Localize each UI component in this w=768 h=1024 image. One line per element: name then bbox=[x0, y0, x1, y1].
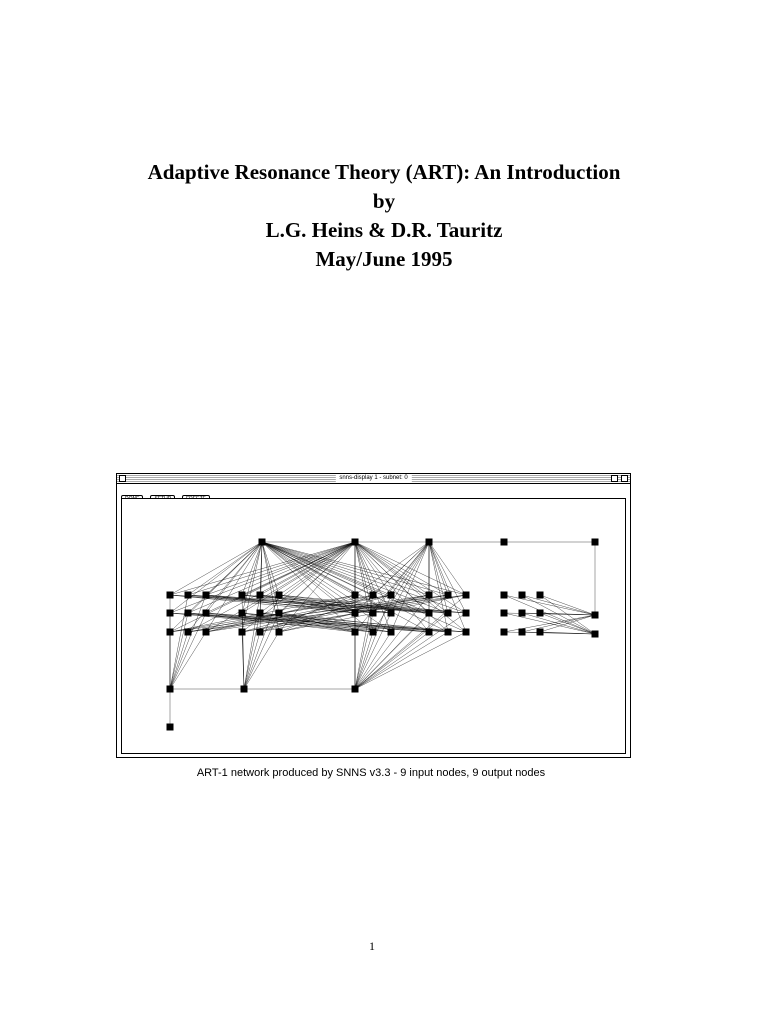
window-titlebar[interactable] bbox=[117, 474, 630, 484]
title-line: Adaptive Resonance Theory (ART): An Introduction bbox=[147, 160, 621, 184]
unit-node[interactable] bbox=[388, 610, 395, 617]
connection-line bbox=[355, 542, 448, 613]
unit-node[interactable] bbox=[239, 592, 246, 599]
unit-node[interactable] bbox=[203, 629, 210, 636]
date: May/June 1995 bbox=[315, 247, 453, 271]
unit-node[interactable] bbox=[167, 629, 174, 636]
connection-line bbox=[504, 615, 595, 632]
unit-node[interactable] bbox=[501, 610, 508, 617]
bottom-node[interactable] bbox=[241, 686, 248, 693]
connection-line bbox=[262, 542, 466, 613]
connection-line bbox=[540, 595, 595, 615]
unit-node[interactable] bbox=[352, 592, 359, 599]
connection-line bbox=[244, 613, 279, 689]
unit-node[interactable] bbox=[185, 629, 192, 636]
unit-node[interactable] bbox=[257, 610, 264, 617]
connection-line bbox=[429, 542, 448, 613]
unit-node[interactable] bbox=[257, 629, 264, 636]
connection-line bbox=[170, 542, 262, 613]
unit-node[interactable] bbox=[537, 629, 544, 636]
unit-node[interactable] bbox=[501, 629, 508, 636]
connection-line bbox=[206, 542, 262, 613]
document-title bbox=[0, 158, 768, 274]
unit-node[interactable] bbox=[426, 610, 433, 617]
unit-node[interactable] bbox=[370, 629, 377, 636]
connection-line bbox=[244, 595, 279, 689]
top-node[interactable] bbox=[592, 539, 599, 546]
unit-node[interactable] bbox=[537, 610, 544, 617]
unit-node[interactable] bbox=[257, 592, 264, 599]
unit-node[interactable] bbox=[239, 610, 246, 617]
minimize-icon[interactable] bbox=[611, 475, 618, 482]
unit-node[interactable] bbox=[276, 629, 283, 636]
connection-line bbox=[355, 632, 466, 689]
snns-display-window bbox=[116, 473, 631, 758]
connection-line bbox=[170, 613, 206, 689]
unit-node[interactable] bbox=[167, 592, 174, 599]
connection-line bbox=[429, 542, 466, 613]
unit-node[interactable] bbox=[501, 592, 508, 599]
authors: L.G. Heins & D.R. Tauritz bbox=[265, 218, 503, 242]
unit-node[interactable] bbox=[276, 610, 283, 617]
unit-node[interactable] bbox=[519, 592, 526, 599]
top-node[interactable] bbox=[352, 539, 359, 546]
network-canvas bbox=[121, 498, 626, 754]
window-title: snns-display 1 - subnet: 0 bbox=[335, 474, 411, 483]
connection-line bbox=[355, 632, 373, 689]
page-number: 1 bbox=[369, 939, 375, 953]
unit-node[interactable] bbox=[352, 629, 359, 636]
connection-line bbox=[522, 595, 595, 615]
byline-by: by bbox=[372, 189, 396, 213]
connection-line bbox=[355, 613, 448, 689]
connection-line bbox=[170, 595, 206, 689]
unit-node[interactable] bbox=[463, 610, 470, 617]
bottom-node[interactable] bbox=[167, 724, 174, 731]
connection-line bbox=[170, 613, 188, 689]
unit-node[interactable] bbox=[203, 610, 210, 617]
maximize-icon[interactable] bbox=[621, 475, 628, 482]
unit-node[interactable] bbox=[388, 592, 395, 599]
unit-node[interactable] bbox=[519, 629, 526, 636]
connection-line bbox=[170, 632, 188, 689]
unit-node[interactable] bbox=[185, 592, 192, 599]
right-node[interactable] bbox=[592, 631, 599, 638]
unit-node[interactable] bbox=[426, 592, 433, 599]
unit-node[interactable] bbox=[276, 592, 283, 599]
unit-node[interactable] bbox=[445, 610, 452, 617]
top-node[interactable] bbox=[501, 539, 508, 546]
connection-line bbox=[355, 542, 391, 613]
connection-line bbox=[188, 542, 355, 613]
top-node[interactable] bbox=[426, 539, 433, 546]
connection-line bbox=[279, 613, 448, 632]
bottom-node[interactable] bbox=[352, 686, 359, 693]
unit-node[interactable] bbox=[370, 592, 377, 599]
unit-node[interactable] bbox=[388, 629, 395, 636]
unit-node[interactable] bbox=[370, 610, 377, 617]
unit-node[interactable] bbox=[463, 592, 470, 599]
right-node[interactable] bbox=[592, 612, 599, 619]
unit-node[interactable] bbox=[167, 610, 174, 617]
connection-line bbox=[244, 632, 260, 689]
window-menu-icon[interactable] bbox=[119, 475, 126, 482]
unit-node[interactable] bbox=[537, 592, 544, 599]
window-toolbar bbox=[121, 487, 213, 496]
unit-node[interactable] bbox=[445, 629, 452, 636]
connection-line bbox=[244, 632, 279, 689]
network-diagram bbox=[122, 499, 625, 753]
unit-node[interactable] bbox=[185, 610, 192, 617]
bottom-node[interactable] bbox=[167, 686, 174, 693]
unit-node[interactable] bbox=[445, 592, 452, 599]
unit-node[interactable] bbox=[519, 610, 526, 617]
unit-node[interactable] bbox=[352, 610, 359, 617]
unit-node[interactable] bbox=[239, 629, 246, 636]
unit-node[interactable] bbox=[203, 592, 210, 599]
connection-line bbox=[355, 632, 448, 689]
top-node[interactable] bbox=[259, 539, 266, 546]
unit-node[interactable] bbox=[426, 629, 433, 636]
connection-line bbox=[504, 595, 595, 615]
figure-caption: ART-1 network produced by SNNS v3.3 - 9 input nodes, 9 output nodes bbox=[196, 767, 546, 779]
connection-line bbox=[244, 595, 260, 689]
unit-node[interactable] bbox=[463, 629, 470, 636]
